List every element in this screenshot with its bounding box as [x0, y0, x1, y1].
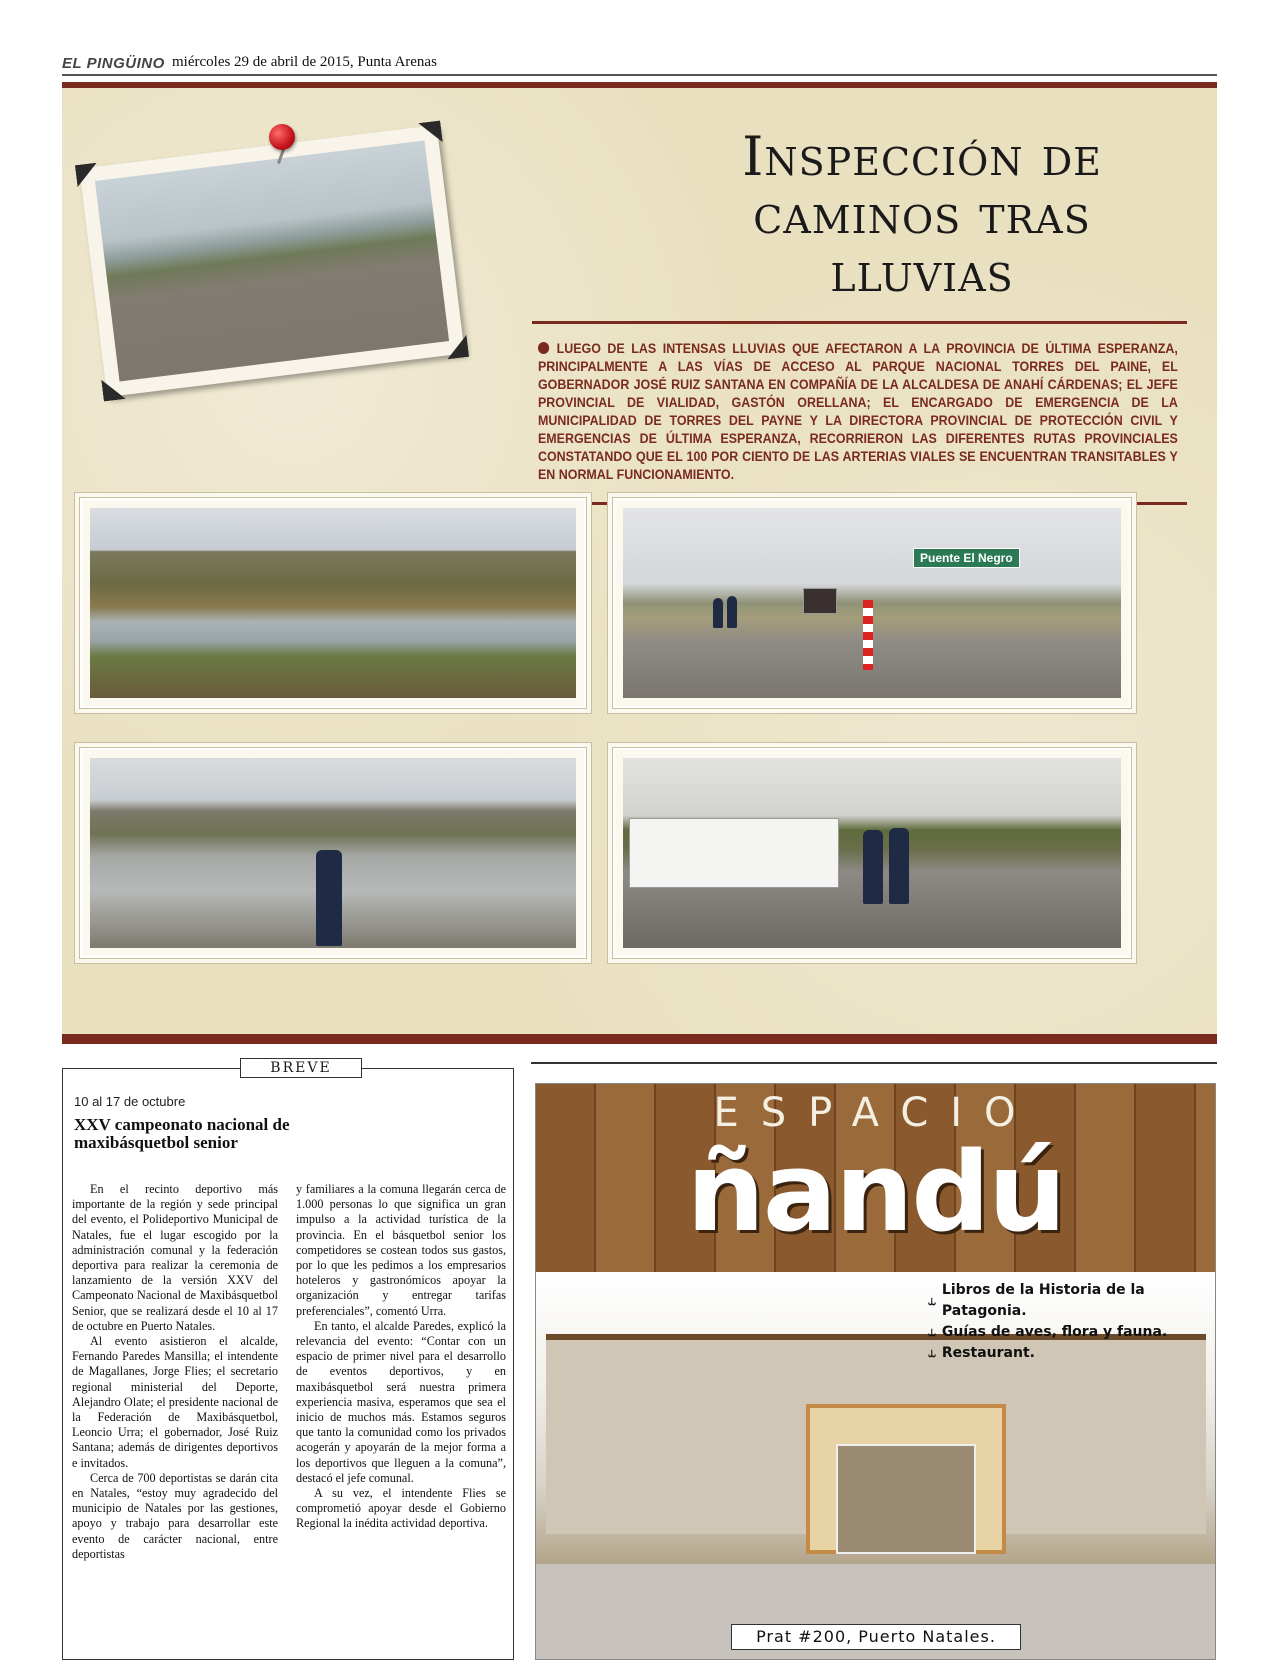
vehicle: [803, 588, 837, 614]
paragraph: Al evento asistieron el alcalde, Fernando Paredes Mansilla; el intendente de Magallanes, Jorge Flies; el secretario regional ministerial del Deporte, Alejandro Olate; el presidente nacional de la Federación de Maxibásquetbol, Leoncio Urra; el gobernador, José Ruiz Santana; además de dirigentes deportivos e invitados.: [72, 1334, 278, 1470]
feature-lead-text: LUEGO DE LAS INTENSAS LLUVIAS QUE AFECTARON A LA PROVINCIA DE ÚLTIMA ESPERANZA, PRINCIPALMENTE A LAS VÍAS DE ACCESO AL PARQUE NACIONAL TORRES DEL PAINE, EL GOBERNADOR JOSÉ RUIZ SANTANA EN COMPAÑÍA DE LA ALCALDESA DE ANAHÍ CÁRDENAS; EL JEFE PROVINCIAL DE VIALIDAD, GASTÓN ORELLANA; EL ENCARGADO DE EMERGENCIA DE LA MUNICIPALIDAD DE TORRES DEL PAYNE Y LA DIRECTORA PROVINCIAL DE PROTECCIÓN CIVIL Y EMERGENCIAS DE ÚLTIMA ESPERANZA, RECORRIERON LAS DIFERENTES RUTAS PROVINCIALES CONSTATANDO QUE EL 100 POR CIENTO DE LAS ARTERIAS VIALES SE ENCUENTRAN TRANSITABLES Y EN NORMAL FUNCIONAMIENTO.: [538, 341, 1178, 482]
masthead-logo: EL PINGÜINO: [62, 55, 165, 72]
pickup-truck: [629, 818, 839, 888]
photo-frame-bridge: [613, 498, 1131, 708]
feature-lead-box: [532, 321, 1187, 505]
breve-tag: BREVE: [240, 1058, 362, 1078]
photo-frame-flooded-valley: [80, 498, 586, 708]
person-figure: [316, 850, 342, 946]
road-inspector-photo: [90, 758, 576, 948]
rhea-bird-icon: ⥿: [928, 1324, 936, 1340]
paragraph: y familiares a la comuna llegarán cerca de 1.000 personas lo que significa un gran impulso a la actividad turística de la provincia. En el básquetbol senior los competidores se costean todos sus gastos, por lo que les pedimos a los empresarios hoteleros y gastronómicos apoyar la organización y entregar tarifas preferenciales”, comentó Urra.: [296, 1182, 506, 1318]
feature-title: Inspección de caminos tras lluvias: [742, 125, 1102, 304]
paragraph: A su vez, el intendente Flies se comprometió apoyar desde el Gobierno Regional la inédita actividad deportiva.: [296, 1486, 506, 1531]
ad-espacio: ESPACIO: [713, 1090, 1038, 1136]
bridge-photo: [623, 508, 1121, 698]
rhea-bird-icon: ⥿: [928, 1345, 936, 1361]
person-figure: [713, 598, 723, 628]
pushpin-icon: [269, 124, 295, 150]
dateline: miércoles 29 de abril de 2015, Punta Arenas: [172, 54, 437, 70]
breve-date: 10 al 17 de octubre: [74, 1094, 186, 1109]
photo-frame-road-inspector: [80, 748, 586, 958]
ad-feature-list: [928, 1280, 1215, 1364]
ad-feature-item: [928, 1343, 1215, 1364]
ad-feature-text: Libros de la Historia de la Patagonia.: [941, 1282, 1145, 1319]
feature-bottom-rule: [62, 1034, 1217, 1044]
person-figure: [863, 830, 883, 904]
page-header: [62, 52, 1217, 76]
feature-panel: [62, 82, 1217, 1042]
ad-feature-item: [928, 1280, 1215, 1322]
road-sign: Puente El Negro: [913, 548, 1020, 568]
breve-title: XXV campeonato nacional de maxibásquetbol senior: [74, 1115, 290, 1152]
rhea-bird-icon: ⥿: [928, 1292, 936, 1309]
feature-lead: [538, 340, 1178, 484]
paragraph: En tanto, el alcalde Paredes, explicó la relevancia del evento: “Contar con un espacio de primer nivel para el desarrollo de eventos deportivos, y en maxibásquetbol será nuestra primera experiencia masiva, esperamos que sea el inicio de muchos más. Estamos seguros que tanto la comunidad como los privados acogerán y apoyarán de la mejor forma a los deportivos que lleguen a la comuna”, destacó el jefe comunal.: [296, 1318, 506, 1485]
person-figure: [889, 828, 909, 904]
paragraph: Cerca de 700 deportistas se darán cita en Natales, “estoy muy agradecido del municipio de Natales por las gestiones, apoyo y trabajo para desarrollar este evento de carácter nacional, entre deportistas: [72, 1470, 278, 1561]
building-door: [836, 1444, 976, 1554]
photo-frame-pickup-truck: [613, 748, 1131, 958]
header-rule: [62, 74, 1217, 76]
road-marker-post: [863, 600, 873, 670]
pinned-photo-monument: [79, 125, 464, 397]
ad-address: Prat #200, Puerto Natales.: [731, 1624, 1021, 1650]
ad-feature-text: Restaurant.: [941, 1345, 1035, 1361]
pickup-truck-photo: [623, 758, 1121, 948]
person-figure: [727, 596, 737, 628]
breve-column-1: [72, 1182, 278, 1562]
paragraph: En el recinto deportivo más importante de la región y sede principal del evento, el Polideportivo Municipal de Natales, fue el lugar escogido por la administración comunal y la federación deportiva para realizar la ceremonia de lanzamiento de la versión XXV del Campeonato Nacional de Maxibásquetbol Senior, que se realizará desde el 10 al 17 de octubre en Puerto Natales.: [72, 1182, 278, 1333]
ad-top-rule: [531, 1062, 1217, 1064]
flooded-valley-photo: [90, 508, 576, 698]
advertisement-espacio-nandu: [535, 1083, 1216, 1660]
ad-feature-text: Guías de aves, flora y fauna.: [941, 1324, 1168, 1340]
bullet-icon: [538, 342, 549, 354]
breve-column-2: [296, 1182, 506, 1532]
monument-photo: [95, 141, 449, 382]
ad-brand-logo: ñandú: [686, 1128, 1065, 1256]
ad-feature-item: [928, 1322, 1215, 1343]
